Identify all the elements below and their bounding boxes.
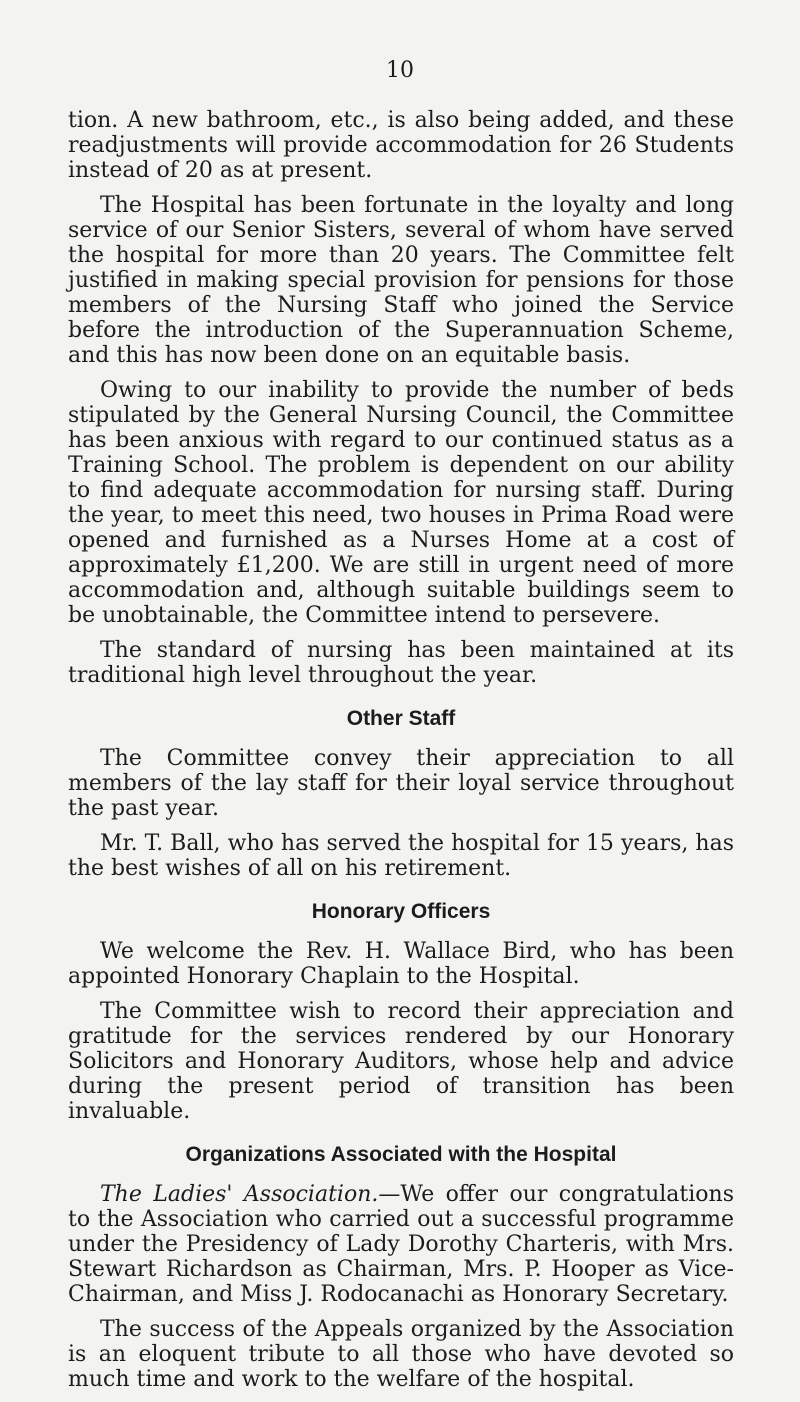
paragraph-appeals: The success of the Appeals organized by the Association is an eloquent tribute to all those who have devoted so much time and work to the welfare of the hospital. xyxy=(68,1317,734,1392)
heading-other-staff: Other Staff xyxy=(346,707,456,730)
ladies-association-text: —We offer our congratulations to the Association who carried out a successful programme under the Presidency of Lady Dorothy Charteris, with Mrs. Stewart Richardson as Chairman, Mrs. P. Hooper as Vice-Chairman, and Miss J. Rodocanachi as Honorary Secretary. xyxy=(68,1182,734,1307)
heading-honorary-officers: Honorary Officers xyxy=(311,900,491,923)
paragraph-ladies-association xyxy=(68,1182,734,1307)
paragraph-continuation: tion. A new bathroom, etc., is also being added, and these readjustments will provide accommodation for 26 Students instead of 20 as at present. xyxy=(68,108,734,183)
paragraph-chaplain: We welcome the Rev. H. Wallace Bird, who has been appointed Honorary Chaplain to the Hospital. xyxy=(68,939,734,989)
paragraph-lay-staff: The Committee convey their appreciation to all members of the lay staff for their loyal service throughout the past year. xyxy=(68,746,734,821)
page-number: 10 xyxy=(386,58,414,83)
paragraph-senior-sisters: The Hospital has been fortunate in the loyalty and long service of our Senior Sisters, several of whom have served the hospital for more than 20 years. The Committee felt justified in making special provision for pensions for those members of the Nursing Staff who joined the Service before the introduction of the Superannuation Scheme, and this has now been done on an equitable basis. xyxy=(68,193,734,368)
paragraph-training-school: Owing to our inability to provide the number of beds stipulated by the General Nursing Council, the Committee has been anxious with regard to our continued status as a Training School. The problem is dependent on our ability to find adequate accommodation for nursing staff. During the year, to meet this need, two houses in Prima Road were opened and furnished as a Nurses Home at a cost of approximately £1,200. We are still in urgent need of more accommodation and, although suitable buildings seem to be unobtainable, the Committee intend to persevere. xyxy=(68,378,734,628)
ladies-association-title: The Ladies' Association. xyxy=(100,1182,379,1207)
paragraph-nursing-standard: The standard of nursing has been maintained at its traditional high level throughout the year. xyxy=(68,638,734,688)
paragraph-solicitors-auditors: The Committee wish to record their appreciation and gratitude for the services rendered by our Honorary Solicitors and Honorary Auditors, whose help and advice during the present period of transition has been invaluable. xyxy=(68,999,734,1124)
heading-organizations: Organizations Associated with the Hospital xyxy=(185,1143,617,1166)
page-body xyxy=(68,108,734,1402)
paragraph-retirement: Mr. T. Ball, who has served the hospital for 15 years, has the best wishes of all on his retirement. xyxy=(68,831,734,881)
